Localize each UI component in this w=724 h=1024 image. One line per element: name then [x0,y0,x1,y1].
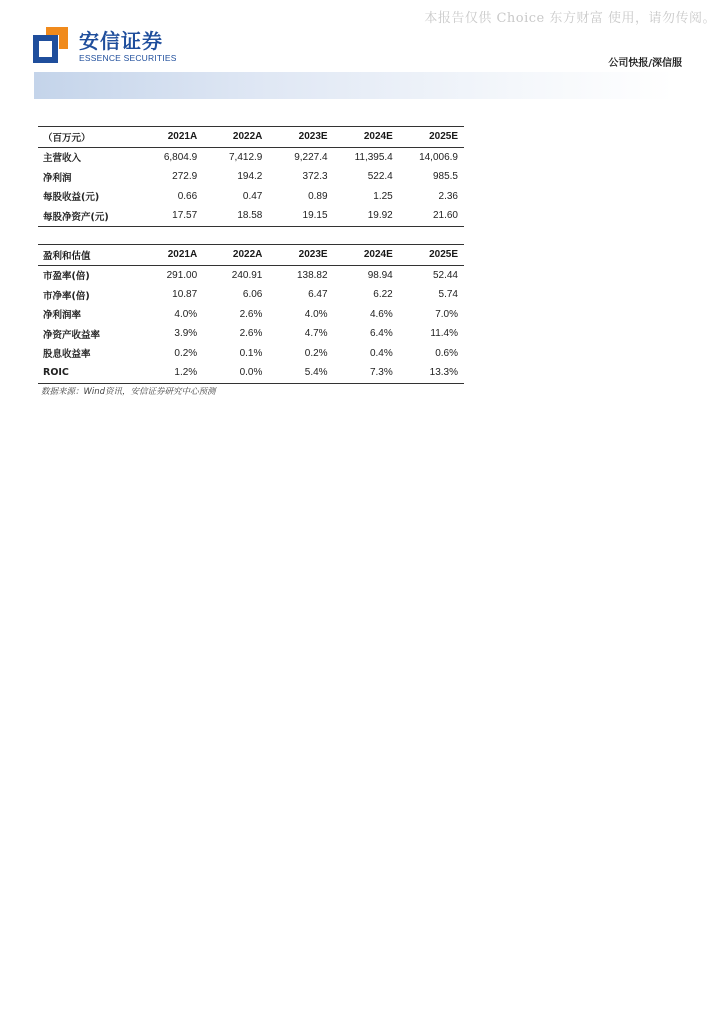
table-header-cell: 2022A [232,131,263,143]
row-label: 净资产收益率 [43,329,101,341]
table-cell: 9,227.4 [294,151,328,163]
row-label: 股息收益率 [43,349,91,361]
table-cell: 98.94 [367,269,393,281]
table-cell: 2.36 [438,190,458,202]
table-cell: 5.74 [438,289,458,301]
table-cell: 522.4 [367,171,393,183]
row-label: 每股净资产(元) [43,211,109,223]
table-cell: 0.6% [435,347,458,359]
row-label: 主营收入 [43,153,82,165]
table-cell: 138.82 [296,269,328,281]
table-cell: 7.0% [435,308,458,320]
table-cell: 272.9 [172,171,198,183]
table-cell: 2.6% [239,328,263,340]
table-header-cell: 2023E [298,249,328,261]
table-cell: 7.3% [369,367,393,379]
row-label: 净利润 [43,172,72,184]
table-cell: 2.6% [239,308,263,320]
table-cell: 4.0% [174,308,198,320]
table-header-row [38,245,464,266]
table-cell: 3.9% [174,328,198,340]
table-header-cell: 2021A [167,131,198,143]
table-row [38,324,464,344]
table-cell: 5.4% [304,367,328,379]
table-cell: 52.44 [432,269,458,281]
table-row [38,206,464,226]
table-row [38,363,464,383]
table-cell: 4.0% [304,308,328,320]
row-label: ROIC [43,367,69,379]
row-label: 市盈率(倍) [43,271,90,283]
table-row [38,147,464,167]
table-cell: 194.2 [237,171,263,183]
table-cell: 11.4% [430,328,458,340]
table-cell: 18.58 [237,210,263,222]
table-cell: 0.1% [239,347,263,359]
logo-chinese-name: 安信证券 [79,29,163,53]
table-cell: 1.25 [373,190,393,202]
logo-english-name: ESSENCE SECURITIES [79,53,177,63]
logo-mark-icon [33,27,69,63]
table-cell: 0.4% [369,347,393,359]
table-header-cell: 2022A [232,249,263,261]
report-type-label: 公司快报/深信服 [608,58,682,69]
table-cell: 0.2% [304,347,328,359]
table-row [38,187,464,207]
header-band [34,72,674,99]
row-label: 净利润率 [43,310,82,322]
table-cell: 985.5 [432,171,458,183]
table-cell: 17.57 [172,210,198,222]
table-cell: 372.3 [302,171,328,183]
financial-summary-table [38,126,464,227]
table-header-cell: 盈利和估值 [43,250,91,262]
table-cell: 6.4% [369,328,393,340]
table-row [38,285,464,305]
table-row [38,305,464,325]
table-cell: 6.22 [373,289,393,301]
table-cell: 6.47 [308,289,328,301]
table-header-cell: （百万元） [43,132,91,144]
table-header-cell: 2024E [363,131,393,143]
table-cell: 11,395.4 [354,151,393,163]
table-cell: 6.06 [242,289,263,301]
table-cell: 1.2% [174,367,198,379]
table-cell: 0.47 [242,190,263,202]
table-cell: 19.92 [367,210,393,222]
table-cell: 0.89 [308,190,328,202]
table-row [38,265,464,285]
table-header-cell: 2025E [429,131,458,143]
table-row [38,344,464,364]
valuation-table [38,244,464,384]
table-header-cell: 2023E [298,131,328,143]
table-cell: 4.6% [369,308,393,320]
table-cell: 13.3% [429,367,458,379]
row-label: 每股收益(元) [43,192,100,204]
table-cell: 7,412.9 [229,151,263,163]
watermark-text: 本报告仅供 Choice 东方财富 使用，请勿传阅。 [424,11,716,26]
table-cell: 4.7% [304,328,328,340]
table-header-cell: 2025E [429,249,458,261]
table-header-row [38,127,464,148]
table-cell: 0.2% [174,347,198,359]
table-cell: 291.00 [166,269,198,281]
company-logo [33,27,193,65]
table-cell: 6,804.9 [163,151,198,163]
data-source-note: 数据来源：Wind资讯，安信证券研究中心预测 [41,387,216,397]
table-cell: 14,006.9 [419,151,458,163]
table-header-cell: 2021A [167,249,198,261]
table-cell: 0.0% [239,367,263,379]
table-cell: 240.91 [231,269,263,281]
table-header-cell: 2024E [363,249,393,261]
table-row [38,167,464,187]
table-cell: 21.60 [432,210,458,222]
table-cell: 10.87 [172,289,198,301]
table-cell: 0.66 [177,190,198,202]
table-cell: 19.15 [302,210,328,222]
row-label: 市净率(倍) [43,290,90,302]
